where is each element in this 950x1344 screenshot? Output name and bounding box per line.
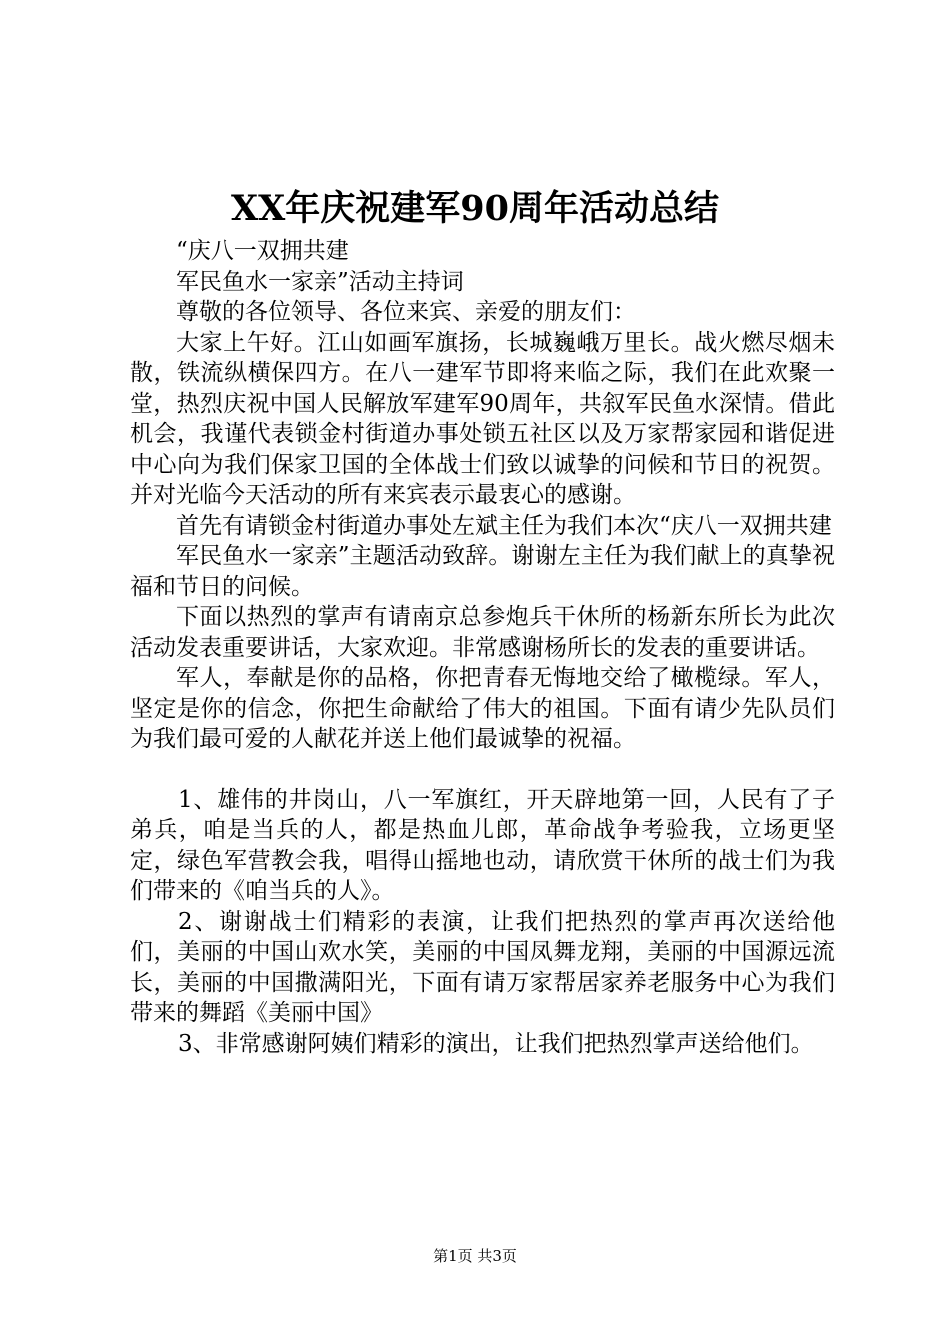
paragraph-8: 军人，奉献是你的品格，你把青春无悔地交给了橄榄绿。军人，坚定是你的信念，你把生命献给了伟大的祖国。下面有请少先队员们为我们最可爱的人献花并送上他们最诚挚的祝福。: [130, 665, 835, 752]
paragraph-3: 尊敬的各位领导、各位来宾、亲爱的朋友们：: [176, 299, 636, 325]
paragraph-4: 大家上午好。江山如画军旗扬，长城巍峨万里长。战火燃尽烟未散，铁流纵横保四方。在八一建军节即将来临之际，我们在此欢聚一堂，热烈庆祝中国人民解放军建军90周年，共叙军民鱼水深情。借此机会，我谨代表锁金村街道办事处锁五社区以及万家帮家园和谐促进中心向为我们保家卫国的全体战士们致以诚挚的问候和节日的祝贺。并对光临今天活动的所有来宾表示最衷心的感谢。: [130, 329, 835, 508]
paragraph-6: 军民鱼水一家亲”主题活动致辞。谢谢左主任为我们献上的真挚祝福和节日的问候。: [130, 543, 835, 600]
paragraph-5: 首先有请锁金村街道办事处左斌主任为我们本次“庆八一双拥共建: [176, 512, 832, 539]
paragraph-1: “庆八一双拥共建: [176, 238, 349, 264]
paragraph-11: 3、非常感谢阿姨们精彩的演出，让我们把热烈掌声送给他们。: [178, 1030, 814, 1057]
document-title: XX年庆祝建军90周年活动总结: [230, 188, 720, 229]
page-footer: 第1页 共3页: [433, 1247, 517, 1265]
paragraph-10: 2、谢谢战士们精彩的表演，让我们把热烈的掌声再次送给他们，美丽的中国山欢水笑，美丽的中国凤舞龙翔，美丽的中国源远流长，美丽的中国撒满阳光，下面有请万家帮居家养老服务中心为我们带来的舞蹈《美丽中国》: [130, 908, 835, 1026]
paragraph-7: 下面以热烈的掌声有请南京总参炮兵干休所的杨新东所长为此次活动发表重要讲话，大家欢迎。非常感谢杨所长的发表的重要讲话。: [130, 604, 835, 661]
document-body: [130, 236, 835, 1059]
paragraph-2: 军民鱼水一家亲”活动主持词: [176, 268, 464, 295]
paragraph-9: 1、雄伟的井岗山，八一军旗红，开天辟地第一回，人民有了子弟兵，咱是当兵的人，都是热血儿郎，革命战争考验我，立场更坚定，绿色军营教会我，唱得山摇地也动，请欣赏干休所的战士们为我们带来的《咱当兵的人》。: [130, 786, 835, 904]
